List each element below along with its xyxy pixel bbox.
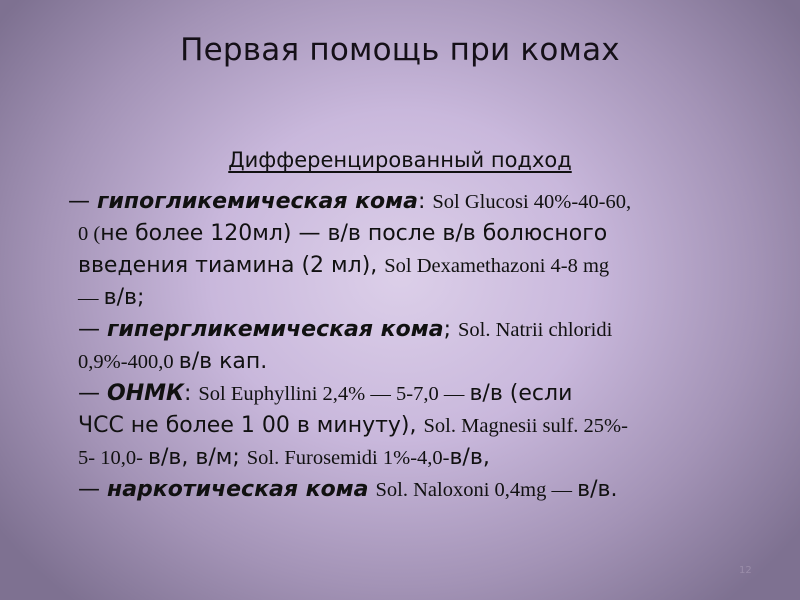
latin-text: Sol Euphyllini 2,4% — 5-7,0 — (198, 383, 470, 405)
text-line-3 (78, 250, 768, 282)
colon: : (184, 381, 199, 406)
dash: — (78, 317, 107, 342)
term-onmk: ОНМК (107, 381, 184, 406)
slide-subtitle: Дифференцированный подход (228, 148, 572, 172)
text-line-5 (78, 314, 768, 346)
text-line-7 (78, 378, 768, 410)
latin-text: 0 ( (78, 223, 101, 245)
latin-text: — (78, 287, 104, 309)
cyrillic-text: ЧСС не более 1 00 в минуту), (78, 413, 424, 438)
cyrillic-text: в/в, (449, 445, 490, 470)
term-hypoglycemic-coma: гипогликемическая кома (97, 189, 418, 214)
separator: ; (443, 317, 458, 342)
space (369, 477, 376, 502)
latin-text: Sol. Natrii chloridi (457, 319, 613, 341)
latin-text: Sol Glucosi 40%-40-60, (432, 191, 632, 213)
text-line-1 (68, 186, 768, 218)
cyrillic-text: введения тиамина (2 мл), (78, 253, 385, 278)
dash: — (78, 381, 107, 406)
cyrillic-text: в/в (если (469, 381, 573, 406)
page-number: 12 (739, 565, 752, 576)
text-line-6 (78, 346, 768, 378)
term-hyperglycemic-coma: гипергликемическая кома (107, 317, 444, 342)
cyrillic-text: в/в. (577, 477, 618, 502)
text-line-10 (78, 474, 768, 506)
dash: — (78, 477, 107, 502)
latin-text: 5- 10,0- (78, 447, 149, 469)
term-narcotic-coma: наркотическая кома (107, 477, 369, 502)
latin-text: Sol. Furosemidi 1%-4,0- (246, 447, 450, 469)
cyrillic-text: не более 120мл) — в/в после в/в болюсного (100, 221, 608, 246)
latin-text: Sol Dexamethazoni 4-8 mg (384, 255, 610, 277)
cyrillic-text: в/в, в/м; (148, 445, 247, 470)
latin-text: Sol. Magnesii sulf. 25%- (423, 415, 628, 437)
cyrillic-text: в/в; (103, 285, 145, 310)
slide-body (68, 186, 768, 506)
dash: — (68, 189, 97, 214)
latin-text: Sol. Naloxoni 0,4mg — (375, 479, 578, 501)
colon: : (418, 189, 433, 214)
text-line-4 (78, 282, 768, 314)
slide-title: Первая помощь при комах (180, 32, 620, 68)
latin-text: 0,9%-400,0 (78, 351, 179, 373)
text-line-2 (78, 218, 768, 250)
text-line-8 (78, 410, 768, 442)
text-line-9 (78, 442, 768, 474)
cyrillic-text: в/в кап. (178, 349, 268, 374)
